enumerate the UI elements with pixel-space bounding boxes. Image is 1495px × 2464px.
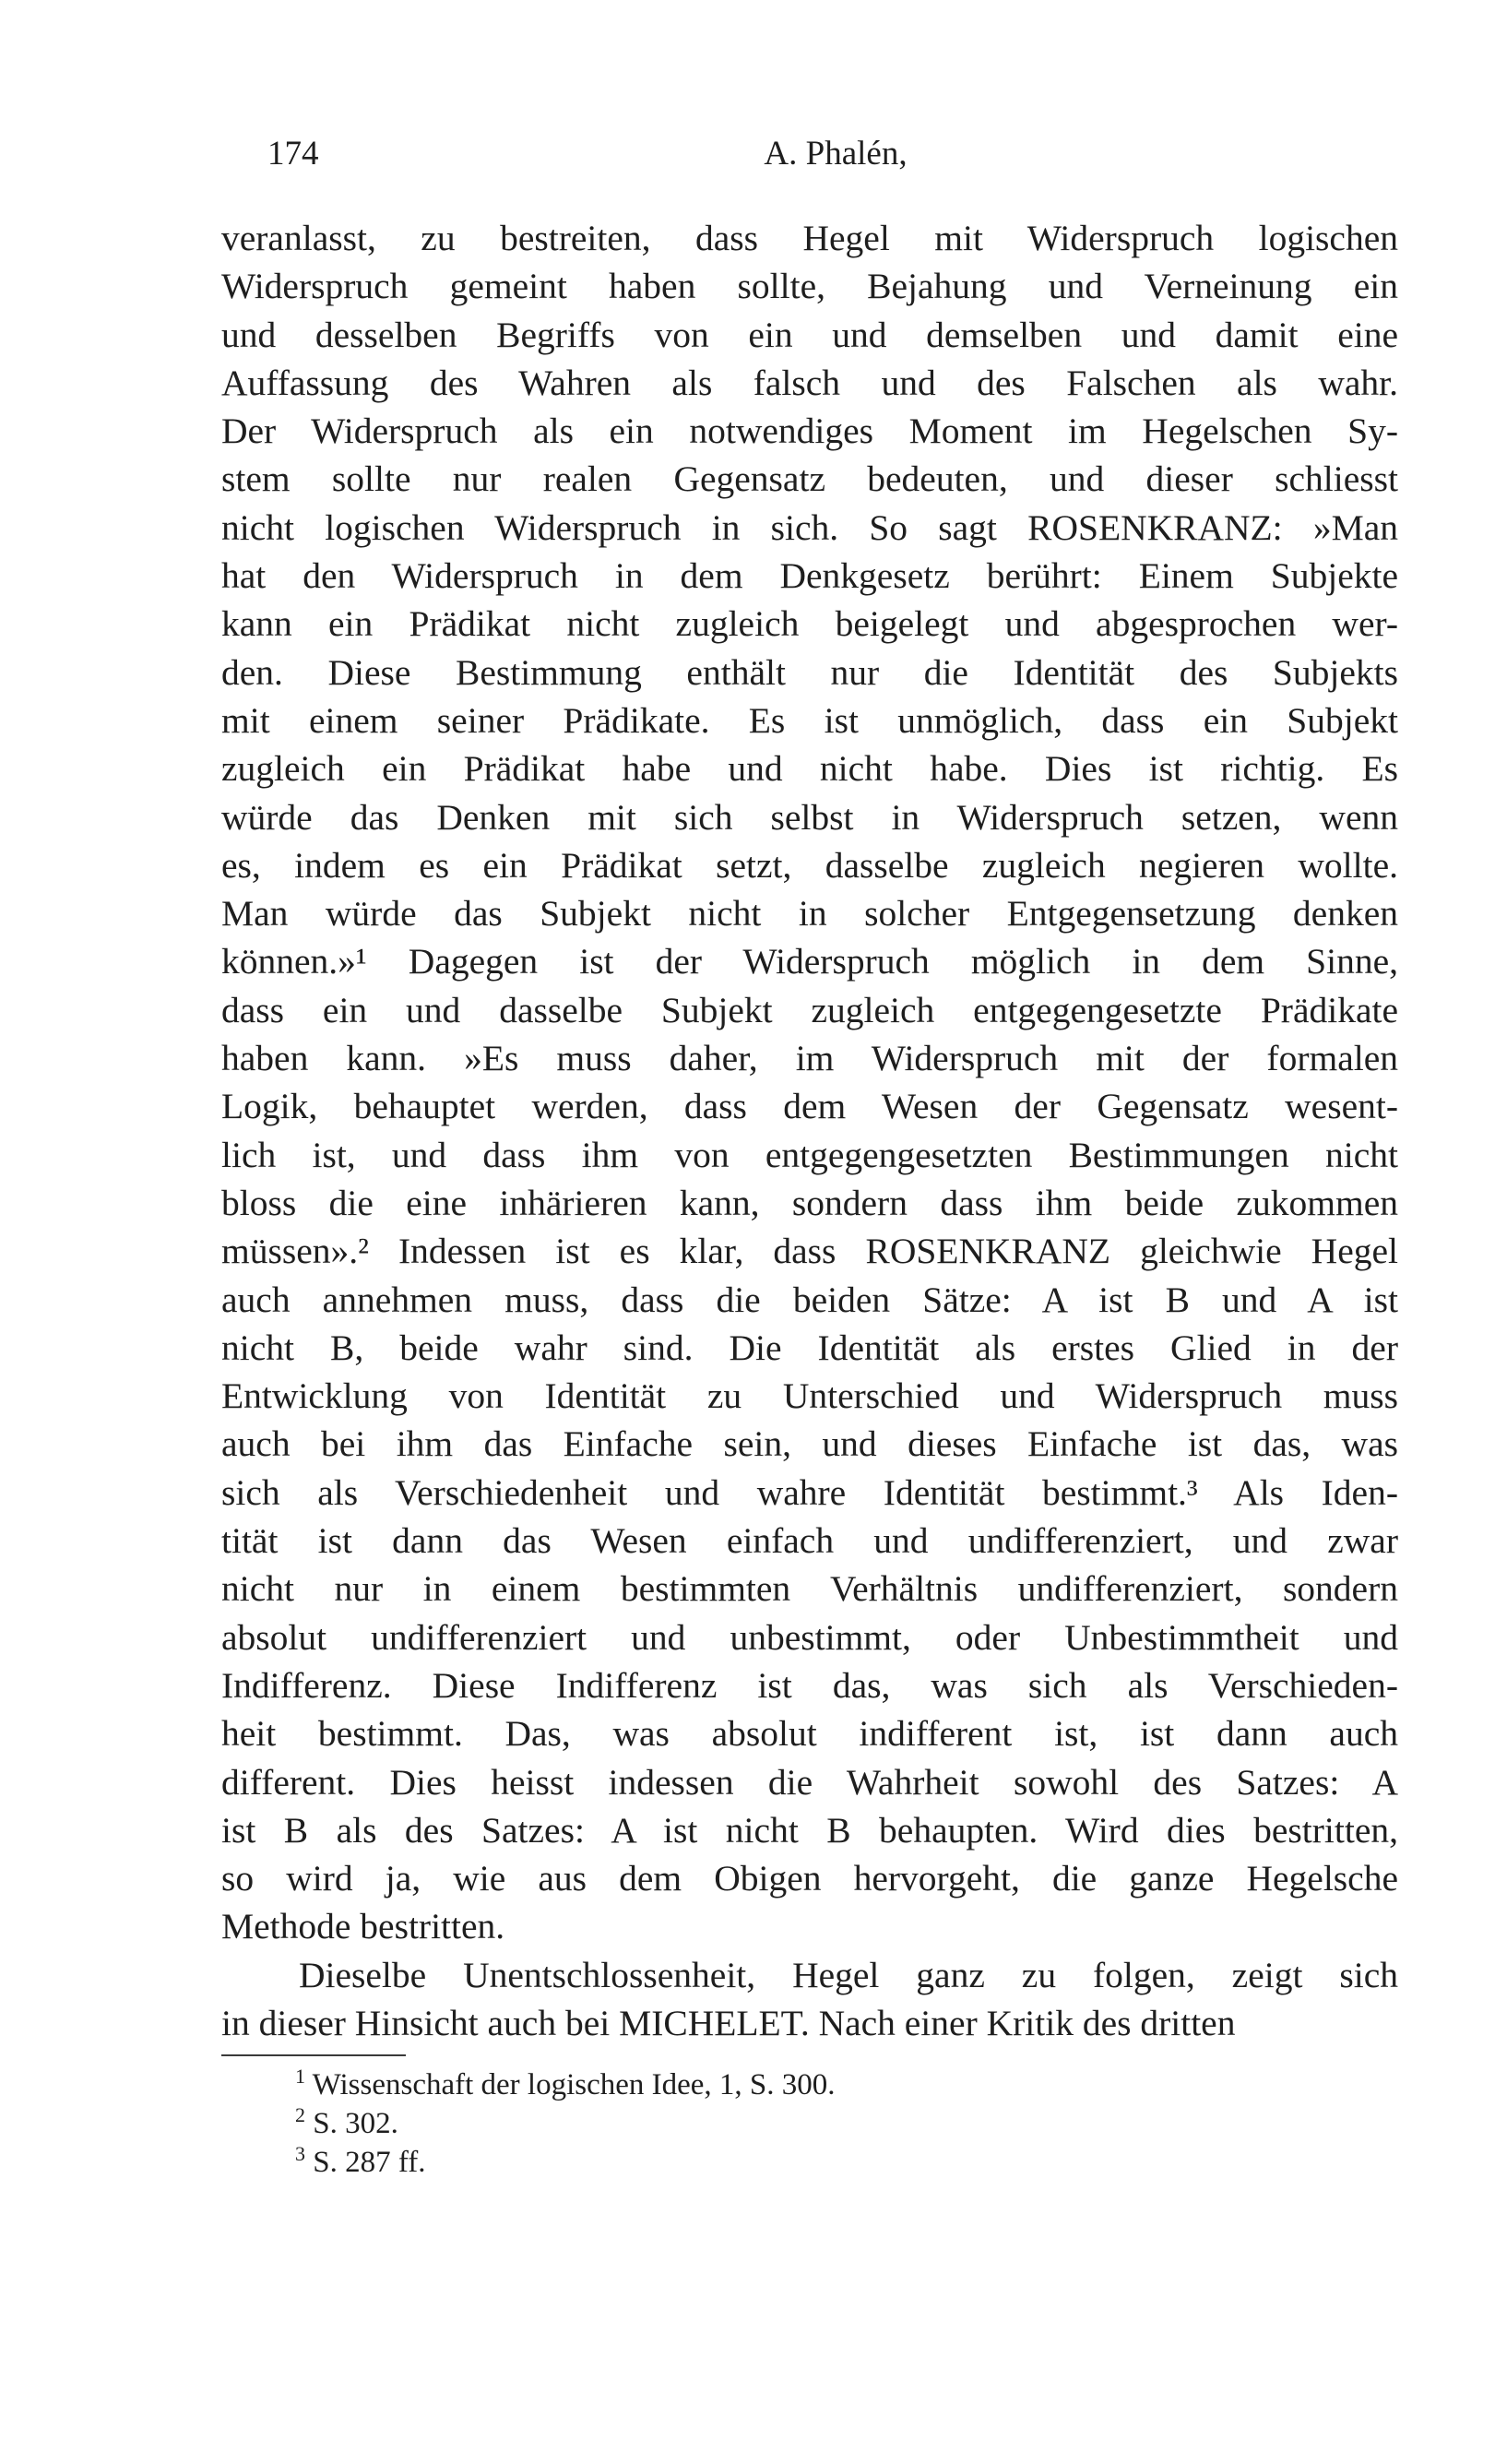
text-line: nicht logischen Widerspruch in sich. So sagt ROSENKRANZ: »Man: [221, 506, 1398, 548]
body-text: [221, 214, 1398, 2047]
footnote: [295, 2143, 836, 2182]
text-line: Dieselbe Unentschlossenheit, Hegel ganz zu folgen, zeigt sich: [299, 1954, 1398, 1995]
text-line: mit einem seiner Prädikate. Es ist unmöglich, dass ein Subjekt: [221, 699, 1398, 741]
paragraph-2: [221, 1951, 1398, 2048]
text-line: würde das Denken mit sich selbst in Widerspruch setzen, wenn: [221, 796, 1398, 838]
text-line: den. Diese Bestimmung enthält nur die Identität des Subjekts: [221, 651, 1398, 693]
text-line: können.»¹ Dagegen ist der Widerspruch möglich in dem Sinne,: [221, 941, 1398, 982]
text-line: stem sollte nur realen Gegensatz bedeuten, und dieser schliesst: [221, 458, 1398, 500]
text-line: nicht B, beide wahr sind. Die Identität als erstes Glied in der: [221, 1327, 1398, 1368]
text-line: Indifferenz. Diese Indifferenz ist das, was sich als Verschieden-: [221, 1664, 1398, 1706]
text-line: Methode bestritten.: [221, 1906, 505, 1947]
text-line: absolut undifferenziert und unbestimmt, oder Unbestimmtheit und: [221, 1616, 1398, 1658]
footnote: [295, 2104, 836, 2143]
text-line: haben kann. »Es muss daher, im Widerspruch mit der formalen: [221, 1038, 1398, 1079]
text-line: müssen».² Indessen ist es klar, dass ROSENKRANZ gleichwie Hegel: [221, 1231, 1398, 1272]
text-line: so wird ja, wie aus dem Obigen hervorgeht, die ganze Hegelsche: [221, 1858, 1398, 1899]
paragraph-1: [221, 214, 1398, 1951]
footnote-mark: 3: [295, 2142, 305, 2165]
text-line: hat den Widerspruch in dem Denkgesetz berührt: Einem Subjekte: [221, 555, 1398, 597]
footnote: [295, 2065, 836, 2104]
footnotes: [295, 2065, 836, 2182]
text-line: kann ein Prädikat nicht zugleich beigelegt und abgesprochen wer-: [221, 603, 1398, 645]
footnote-text: S. 302.: [313, 2107, 398, 2140]
text-line: ist B als des Satzes: A ist nicht B behaupten. Wird dies bestritten,: [221, 1809, 1398, 1851]
footnote-divider: [221, 2054, 406, 2056]
text-line: in dieser Hinsicht auch bei MICHELET. Nach einer Kritik des dritten: [221, 2002, 1236, 2043]
text-line: Der Widerspruch als ein notwendiges Moment im Hegelschen Sy-: [221, 411, 1398, 452]
footnote-text: S. 287 ff.: [313, 2146, 426, 2179]
text-line: lich ist, und dass ihm von entgegengesetzten Bestimmungen nicht: [221, 1134, 1398, 1175]
text-line: auch bei ihm das Einfache sein, und dieses Einfache ist das, was: [221, 1423, 1398, 1465]
text-line: heit bestimmt. Das, was absolut indifferent ist, ist dann auch: [221, 1713, 1398, 1755]
text-line: different. Dies heisst indessen die Wahrheit sowohl des Satzes: A: [221, 1761, 1398, 1803]
text-line: Entwicklung von Identität zu Unterschied und Widerspruch muss: [221, 1375, 1398, 1417]
running-head: A. Phalén,: [764, 135, 908, 173]
text-line: bloss die eine inhärieren kann, sondern dass ihm beide zukommen: [221, 1182, 1398, 1223]
page-header: [267, 131, 1404, 177]
text-line: dass ein und dasselbe Subjekt zugleich entgegengesetzte Prädikate: [221, 989, 1398, 1030]
text-line: auch annehmen muss, dass die beiden Sätze: A ist B und A ist: [221, 1279, 1398, 1320]
text-line: nicht nur in einem bestimmten Verhältnis undifferenziert, sondern: [221, 1568, 1398, 1610]
text-line: veranlasst, zu bestreiten, dass Hegel mit Widerspruch logischen: [221, 218, 1398, 258]
text-line: sich als Verschiedenheit und wahre Identität bestimmt.³ Als Iden-: [221, 1471, 1398, 1513]
text-line: Logik, behauptet werden, dass dem Wesen der Gegensatz wesent-: [221, 1086, 1398, 1127]
text-line: Man würde das Subjekt nicht in solcher Entgegensetzung denken: [221, 893, 1398, 934]
footnote-mark: 1: [295, 2065, 305, 2088]
text-line: zugleich ein Prädikat habe und nicht habe. Dies ist richtig. Es: [221, 748, 1398, 790]
text-line: Auffassung des Wahren als falsch und des Falschen als wahr.: [221, 362, 1398, 403]
footnote-mark: 2: [295, 2103, 305, 2126]
text-line: tität ist dann das Wesen einfach und undifferenziert, und zwar: [221, 1520, 1398, 1562]
text-line: Widerspruch gemeint haben sollte, Bejahung und Verneinung ein: [221, 266, 1398, 307]
text-line: und desselben Begriffs von ein und demselben und damit eine: [221, 314, 1398, 355]
footnote-text: Wissenschaft der logischen Idee, 1, S. 300.: [312, 2068, 836, 2101]
page-number: 174: [267, 135, 319, 173]
text-line: es, indem es ein Prädikat setzt, dasselbe zugleich negieren wollte.: [221, 844, 1398, 886]
